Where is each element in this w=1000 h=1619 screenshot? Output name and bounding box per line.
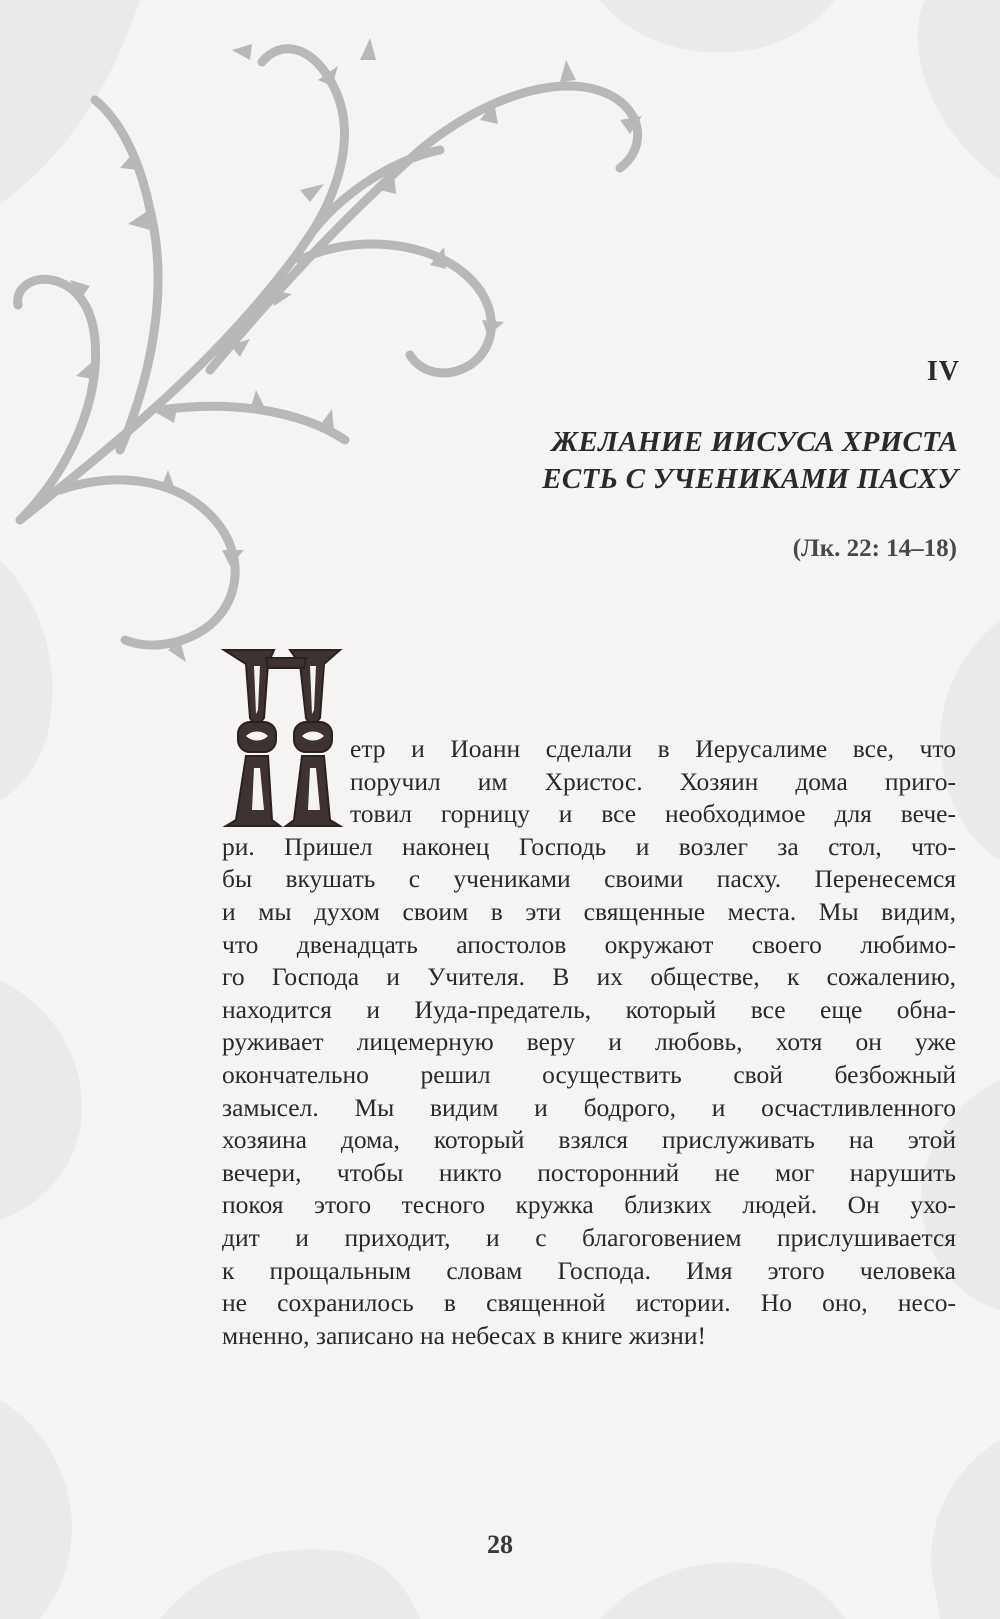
chapter-title-line-2: ЕСТЬ С УЧЕНИКАМИ ПАСХУ (542, 463, 958, 495)
body-line-8: го Господа и Учителя. В их обществе, к сожалению, (222, 962, 956, 992)
body-line-4: ри. Пришел наконец Господь и возлег за стол, что- (222, 831, 956, 861)
body-line-10: руживает лицемерную веру и любовь, хотя он уже (222, 1027, 956, 1057)
scripture-reference: (Лк. 22: 14–18) (792, 535, 957, 562)
body-line-7: что двенадцать апостолов окружают своего любимо- (222, 929, 956, 959)
body-line-13: хозяина дома, который взялся прислуживать на этой (222, 1125, 956, 1155)
body-line-11: окончательно решил осуществить свой безбожный (222, 1059, 956, 1089)
thorn-vine-ornament (0, 0, 1000, 720)
chapter-number: IV (926, 356, 960, 387)
body-line-1: етр и Иоанн сделали в Иерусалиме все, что (350, 734, 956, 763)
page-number: 28 (487, 1530, 513, 1559)
body-line-6: и мы духом своим в эти священные места. Мы видим, (222, 896, 956, 926)
body-line-5: бы вкушать с учениками своими пасху. Перенесемся (222, 864, 956, 894)
body-line-15: покоя этого тесного кружка близких людей. Он ухо- (222, 1190, 956, 1220)
body-line-19: мненно, записано на небесах в книге жизни! (222, 1320, 706, 1350)
body-paragraph (222, 733, 956, 1352)
body-line-2: поручил им Христос. Хозяин дома приго- (350, 766, 956, 796)
body-line-17: к прощальным словам Господа. Имя этого человека (222, 1255, 956, 1285)
body-line-9: находится и Иуда-предатель, который все еще обна- (222, 994, 956, 1024)
body-line-12: замысел. Мы видим и бодрого, и осчастливленного (222, 1092, 956, 1122)
body-line-18: не сохранилось в священной истории. Но оно, несо- (222, 1288, 956, 1318)
chapter-title-line-1: ЖЕЛАНИЕ ИИСУСА ХРИСТА (551, 426, 958, 458)
body-line-16: дит и приходит, и с благоговением прислушивается (222, 1222, 956, 1252)
body-line-3: товил горницу и все необходимое для вече- (350, 799, 956, 829)
chapter-title (398, 424, 958, 498)
body-line-14: вечери, чтобы никто посторонний не мог нарушить (222, 1157, 956, 1187)
